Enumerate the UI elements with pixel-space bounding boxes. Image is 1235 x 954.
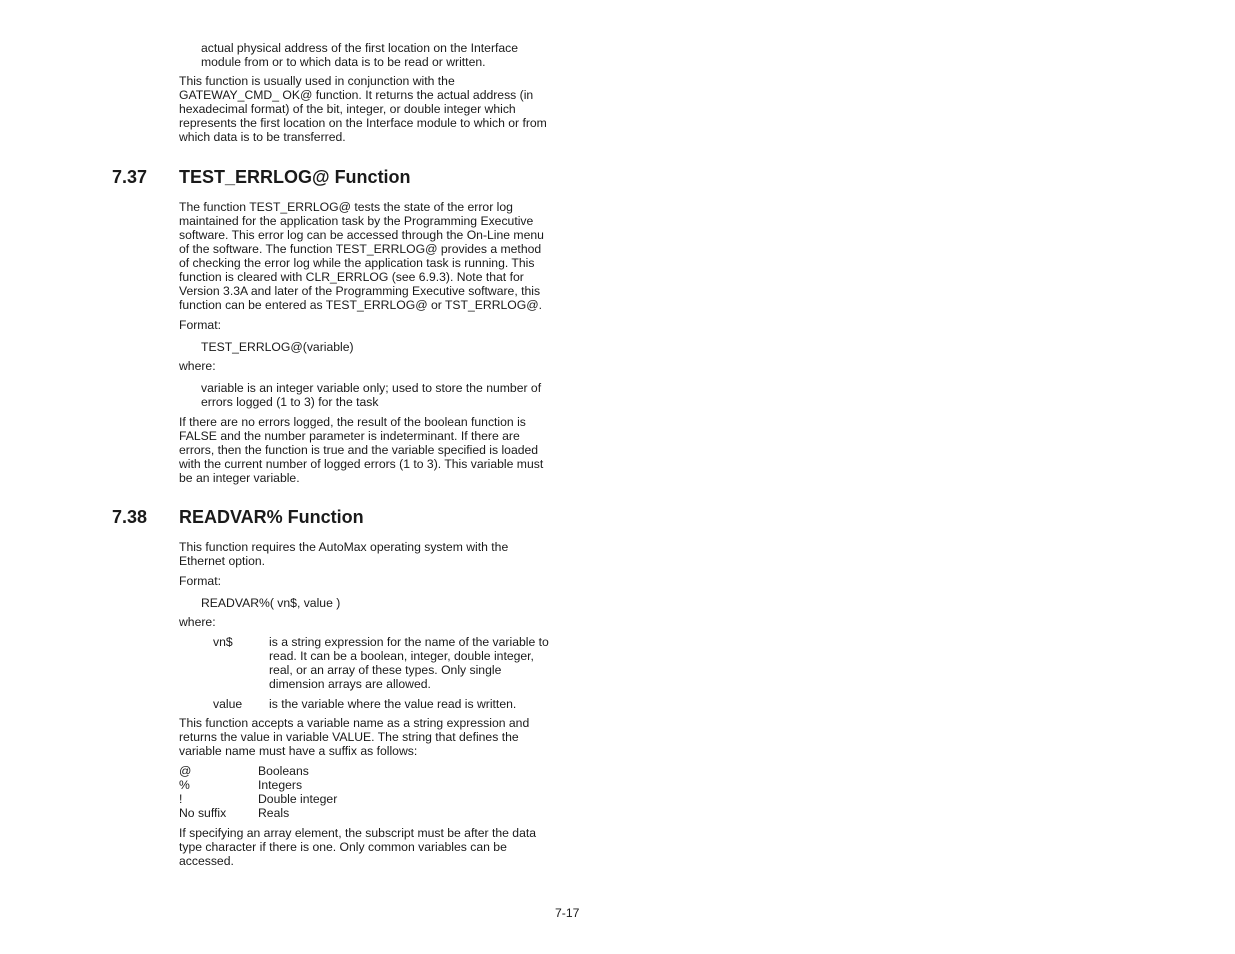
text-line: GATEWAY_CMD_ OK@ function. It returns the actual address (in [179, 88, 534, 102]
text-line: This function accepts a variable name as a string expression and [179, 716, 530, 730]
text-line: maintained for the application task by the Programming Executive [179, 214, 534, 228]
text-line: Version 3.3A and later of the Programming Executive software, this [179, 284, 541, 298]
text-line: If there are no errors logged, the result of the boolean function is [179, 415, 526, 429]
suffix-type: Integers [258, 778, 303, 792]
text-line: hexadecimal format) of the bit, integer, or double integer which [179, 102, 516, 116]
section-title-7-38: READVAR% Function [179, 507, 364, 527]
text-line: Ethernet option. [179, 554, 266, 568]
suffix-symbol: % [179, 778, 190, 792]
text-line: variable name must have a suffix as follows: [179, 744, 418, 758]
text-line: be an integer variable. [179, 471, 300, 485]
format-code: READVAR%( vn$, value ) [201, 596, 341, 610]
section-title-7-37: TEST_ERRLOG@ Function [179, 167, 411, 187]
text-line: read. It can be a boolean, integer, double integer, [269, 649, 534, 663]
text-line: errors, then the function is true and the variable specified is loaded [179, 443, 539, 457]
text-line: is the variable where the value read is written. [269, 697, 517, 711]
text-line: function can be entered as TEST_ERRLOG@ or TST_ERRLOG@. [179, 298, 542, 312]
text-line: with the current number of logged errors (1 to 3). This variable must [179, 457, 544, 471]
text-line: function is cleared with CLR_ERRLOG (see 6.9.3). Note that for [179, 270, 524, 284]
text-line: software. This error log can be accessed through the On-Line menu [179, 228, 544, 242]
suffix-symbol: @ [179, 764, 192, 778]
text-line: is a string expression for the name of the variable to [269, 635, 549, 649]
page-number: 7-17 [555, 906, 580, 920]
format-label: Format: [179, 318, 221, 332]
param-desc-vn [269, 635, 549, 691]
text-line: accessed. [179, 854, 234, 868]
text-line: of the software. The function TEST_ERRLOG@ provides a method [179, 242, 542, 256]
text-line: This function requires the AutoMax operating system with the [179, 540, 509, 554]
suffix-type: Double integer [258, 792, 338, 806]
text-line: which data is to be transferred. [179, 130, 346, 144]
section-7-38-description [179, 540, 508, 568]
intro-paragraph [179, 74, 547, 144]
text-line: actual physical address of the first location on the Interface [201, 41, 519, 55]
text-line: real, or an array of these types. Only single [269, 663, 502, 677]
where-description [201, 381, 541, 409]
text-line: FALSE and the number parameter is indeterminant. If there are [179, 429, 520, 443]
text-line: This function is usually used in conjunction with the [179, 74, 455, 88]
suffix-symbol: No suffix [179, 806, 227, 820]
suffix-type: Booleans [258, 764, 309, 778]
section-number-7-38: 7.38 [112, 507, 148, 527]
text-line: errors logged (1 to 3) for the task [201, 395, 379, 409]
text-line: type character if there is one. Only common variables can be [179, 840, 507, 854]
text-line: variable is an integer variable only; used to store the number of [201, 381, 542, 395]
suffix-type: Reals [258, 806, 290, 820]
section-number-7-37: 7.37 [112, 167, 148, 187]
accept-paragraph [179, 716, 529, 758]
array-paragraph [179, 826, 536, 868]
suffix-symbol: ! [179, 792, 183, 806]
where-label: where: [179, 359, 216, 373]
intro-indented-text [201, 41, 518, 69]
text-line: of checking the error log while the application task is running. This [179, 256, 535, 270]
text-line: The function TEST_ERRLOG@ tests the state of the error log [179, 200, 513, 214]
where-label: where: [179, 615, 216, 629]
text-line: represents the first location on the Interface module to which or from [179, 116, 547, 130]
text-line: dimension arrays are allowed. [269, 677, 431, 691]
result-paragraph [179, 415, 543, 485]
param-term-vn: vn$ [213, 635, 233, 649]
format-label: Format: [179, 574, 221, 588]
format-code: TEST_ERRLOG@(variable) [201, 340, 354, 354]
section-7-37-description [179, 200, 544, 312]
text-line: module from or to which data is to be read or written. [201, 55, 486, 69]
text-line: returns the value in variable VALUE. The string that defines the [179, 730, 519, 744]
text-line: If specifying an array element, the subscript must be after the data [179, 826, 537, 840]
param-desc-value [269, 697, 516, 711]
param-term-value: value [213, 697, 243, 711]
